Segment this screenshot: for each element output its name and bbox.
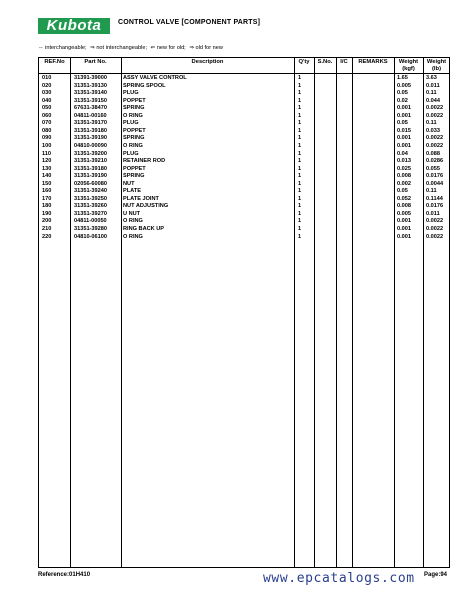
cell-description: POPPET xyxy=(123,127,146,134)
cell-description: NUT ADJUSTING xyxy=(123,203,169,210)
cell-ref: 030 xyxy=(42,90,52,97)
cell-weight-kgf: 0.001 xyxy=(397,135,411,142)
cell-description: POPPET xyxy=(123,165,146,172)
cell-weight-lb: 0.044 xyxy=(426,97,440,104)
cell-description: RETAINER ROD xyxy=(123,158,166,165)
cell-qty: 1 xyxy=(298,188,302,195)
cell-ref: 020 xyxy=(42,82,52,89)
table-row xyxy=(39,158,449,166)
header-part-no: Part No. xyxy=(84,59,107,65)
table-row xyxy=(39,98,449,106)
cell-description: SPRING xyxy=(123,105,145,112)
cell-weight-lb: 0.0176 xyxy=(426,203,444,210)
cell-ref: 190 xyxy=(42,210,52,217)
cell-weight-lb: 0.055 xyxy=(426,165,440,172)
cell-ref: 050 xyxy=(42,105,52,112)
cell-qty: 1 xyxy=(298,203,302,210)
cell-part-no: 31351-39170 xyxy=(74,120,107,127)
cell-qty: 1 xyxy=(298,165,302,172)
cell-description: PLATE xyxy=(123,188,141,195)
cell-qty: 1 xyxy=(298,210,302,217)
cell-part-no: 31351-39260 xyxy=(74,203,107,210)
cell-ref: 180 xyxy=(42,203,52,210)
cell-ref: 080 xyxy=(42,127,52,134)
cell-description: NUT xyxy=(123,180,135,187)
cell-ref: 210 xyxy=(42,226,52,232)
cell-part-no: 31391-39000 xyxy=(74,75,107,81)
cell-weight-kgf: 0.04 xyxy=(397,150,408,157)
table-row xyxy=(39,188,449,196)
cell-qty: 1 xyxy=(298,75,302,81)
cell-description: O RING xyxy=(123,112,143,119)
cell-qty: 1 xyxy=(298,150,302,157)
cell-weight-lb: 0.1144 xyxy=(426,195,443,202)
table-row xyxy=(39,75,449,83)
kubota-logo: Kubota xyxy=(38,18,110,34)
cell-weight-lb: 0.0022 xyxy=(426,218,444,225)
cell-description: O RING xyxy=(123,142,143,149)
cell-weight-kgf: 0.005 xyxy=(397,210,411,217)
cell-weight-lb: 0.11 xyxy=(426,188,437,195)
cell-description: PLUG xyxy=(123,150,139,157)
cell-description: O RING xyxy=(123,233,143,240)
legend xyxy=(38,45,225,51)
legend-not-interchangeable: ⇒ not interchangeable; xyxy=(90,45,148,51)
table-row xyxy=(39,90,449,98)
cell-description: RING BACK UP xyxy=(123,226,165,232)
cell-weight-lb: 0.033 xyxy=(426,127,440,134)
cell-ref: 160 xyxy=(42,188,52,195)
cell-qty: 1 xyxy=(298,105,302,112)
cell-weight-kgf: 0.001 xyxy=(397,233,411,240)
header-serial-no: S.No. xyxy=(317,59,333,65)
cell-weight-lb: 0.0022 xyxy=(426,105,444,112)
cell-weight-lb: 0.0022 xyxy=(426,142,444,149)
cell-ref: 150 xyxy=(42,180,52,187)
cell-qty: 1 xyxy=(298,97,302,104)
cell-weight-kgf: 0.05 xyxy=(397,90,408,97)
cell-part-no: 31351-39200 xyxy=(74,150,107,157)
table-row xyxy=(39,196,449,204)
header-ref: REF.No xyxy=(44,59,65,65)
table-row xyxy=(39,120,449,128)
cell-part-no: 31351-39210 xyxy=(74,158,107,165)
cell-weight-kgf: 0.001 xyxy=(397,226,411,232)
cell-qty: 1 xyxy=(298,173,302,180)
reference-code: Reference:01H410 xyxy=(38,572,91,578)
cell-weight-lb: 0.0022 xyxy=(426,233,444,240)
cell-part-no: 31351-39190 xyxy=(74,135,107,142)
cell-weight-lb: 3.63 xyxy=(426,75,437,81)
header-description: Description xyxy=(191,59,224,65)
cell-qty: 1 xyxy=(298,82,302,89)
page-number: Page:94 xyxy=(424,572,448,578)
header-ic: I/C xyxy=(340,59,348,65)
cell-weight-kgf: 0.015 xyxy=(397,127,411,134)
cell-ref: 100 xyxy=(42,142,52,149)
cell-weight-kgf: 0.002 xyxy=(397,180,411,187)
cell-weight-lb: 0.0022 xyxy=(426,135,444,142)
cell-weight-lb: 0.0044 xyxy=(426,180,444,187)
cell-weight-lb: 0.0286 xyxy=(426,158,444,165)
header-divider xyxy=(39,73,449,74)
table-row xyxy=(39,143,449,151)
cell-description: SPRING xyxy=(123,173,145,180)
legend-old-for-new: ⇒ old for new xyxy=(189,45,223,51)
cell-part-no: 02056-60080 xyxy=(74,180,107,187)
cell-ref: 070 xyxy=(42,120,52,127)
cell-ref: 060 xyxy=(42,112,52,119)
cell-weight-lb: 0.11 xyxy=(426,90,437,97)
cell-qty: 1 xyxy=(298,142,302,149)
cell-qty: 1 xyxy=(298,233,302,240)
cell-weight-kgf: 0.008 xyxy=(397,173,411,180)
cell-weight-lb: 0.0176 xyxy=(426,173,444,180)
cell-weight-kgf: 0.05 xyxy=(397,188,408,195)
cell-qty: 1 xyxy=(298,180,302,187)
cell-qty: 1 xyxy=(298,195,302,202)
cell-description: PLUG xyxy=(123,90,139,97)
cell-weight-kgf: 0.001 xyxy=(397,142,411,149)
header-weight-lb: Weight (lb) xyxy=(426,59,447,72)
cell-weight-kgf: 0.05 xyxy=(397,120,408,127)
cell-weight-lb: 0.011 xyxy=(426,210,440,217)
table-row xyxy=(39,113,449,121)
cell-ref: 110 xyxy=(42,150,52,157)
cell-part-no: 31351-39130 xyxy=(74,82,107,89)
table-row xyxy=(39,135,449,143)
cell-weight-kgf: 0.02 xyxy=(397,97,408,104)
table-row xyxy=(39,173,449,181)
cell-description: PLUG xyxy=(123,120,139,127)
table-row xyxy=(39,105,449,113)
cell-part-no: 31351-39150 xyxy=(74,97,107,104)
table-row xyxy=(39,166,449,174)
cell-part-no: 04810-00090 xyxy=(74,142,107,149)
cell-part-no: 04810-06100 xyxy=(74,233,107,240)
header-remarks: REMARKS xyxy=(358,59,388,65)
cell-qty: 1 xyxy=(298,158,302,165)
cell-description: POPPET xyxy=(123,97,146,104)
cell-weight-kgf: 0.001 xyxy=(397,105,411,112)
header-weight-kgf: Weight (kgf) xyxy=(398,59,419,72)
page-title: CONTROL VALVE [COMPONENT PARTS] xyxy=(118,19,261,26)
cell-qty: 1 xyxy=(298,135,302,142)
cell-weight-kgf: 0.013 xyxy=(397,158,411,165)
table-row xyxy=(39,234,449,242)
cell-weight-kgf: 0.052 xyxy=(397,195,411,202)
table-row xyxy=(39,211,449,219)
table-row xyxy=(39,203,449,211)
cell-description: ASSY VALVE CONTROL xyxy=(123,75,187,81)
watermark: www.epcatalogs.com xyxy=(263,571,415,586)
cell-description: U NUT xyxy=(123,210,141,217)
cell-qty: 1 xyxy=(298,112,302,119)
table-row xyxy=(39,151,449,159)
table-row xyxy=(39,83,449,91)
cell-qty: 1 xyxy=(298,127,302,134)
cell-weight-lb: 0.0022 xyxy=(426,112,444,119)
parts-table xyxy=(38,57,450,568)
cell-part-no: 31351-39250 xyxy=(74,195,107,202)
cell-part-no: 31351-39280 xyxy=(74,226,107,232)
cell-part-no: 31351-39180 xyxy=(74,127,107,134)
cell-ref: 040 xyxy=(42,97,52,104)
cell-ref: 170 xyxy=(42,195,52,202)
cell-description: O RING xyxy=(123,218,143,225)
cell-ref: 200 xyxy=(42,218,52,225)
cell-ref: 120 xyxy=(42,158,52,165)
cell-weight-kgf: 1.65 xyxy=(397,75,408,81)
cell-part-no: 04811-00160 xyxy=(74,112,107,119)
cell-part-no: 67631-38470 xyxy=(74,105,107,112)
cell-ref: 140 xyxy=(42,173,52,180)
table-row xyxy=(39,128,449,136)
table-row xyxy=(39,218,449,226)
cell-ref: 010 xyxy=(42,75,52,81)
cell-weight-lb: 0.011 xyxy=(426,82,440,89)
cell-part-no: 31351-39180 xyxy=(74,165,107,172)
cell-weight-kgf: 0.001 xyxy=(397,112,411,119)
cell-part-no: 31351-39270 xyxy=(74,210,107,217)
cell-part-no: 31351-39190 xyxy=(74,173,107,180)
cell-part-no: 31351-39140 xyxy=(74,90,107,97)
cell-qty: 1 xyxy=(298,120,302,127)
cell-qty: 1 xyxy=(298,90,302,97)
cell-ref: 220 xyxy=(42,233,52,240)
cell-weight-kgf: 0.005 xyxy=(397,82,411,89)
cell-weight-kgf: 0.008 xyxy=(397,203,411,210)
cell-part-no: 04811-00050 xyxy=(74,218,107,225)
table-row xyxy=(39,226,449,234)
header-qty: Q'ty xyxy=(298,59,310,65)
cell-weight-lb: 0.0022 xyxy=(426,226,444,232)
cell-description: SPRING SPOOL xyxy=(123,82,166,89)
cell-weight-kgf: 0.001 xyxy=(397,218,411,225)
legend-interchangeable: ⇔ interchangeable; xyxy=(38,45,87,51)
cell-part-no: 31351-39240 xyxy=(74,188,107,195)
cell-ref: 090 xyxy=(42,135,52,142)
cell-weight-lb: 0.11 xyxy=(426,120,437,127)
table-row xyxy=(39,181,449,189)
cell-qty: 1 xyxy=(298,218,302,225)
legend-new-for-old: ⇐ new for old; xyxy=(150,45,186,51)
cell-qty: 1 xyxy=(298,226,302,232)
cell-ref: 130 xyxy=(42,165,52,172)
cell-description: SPRING xyxy=(123,135,145,142)
cell-weight-kgf: 0.025 xyxy=(397,165,411,172)
cell-description: PLATE JOINT xyxy=(123,195,159,202)
cell-weight-lb: 0.088 xyxy=(426,150,440,157)
